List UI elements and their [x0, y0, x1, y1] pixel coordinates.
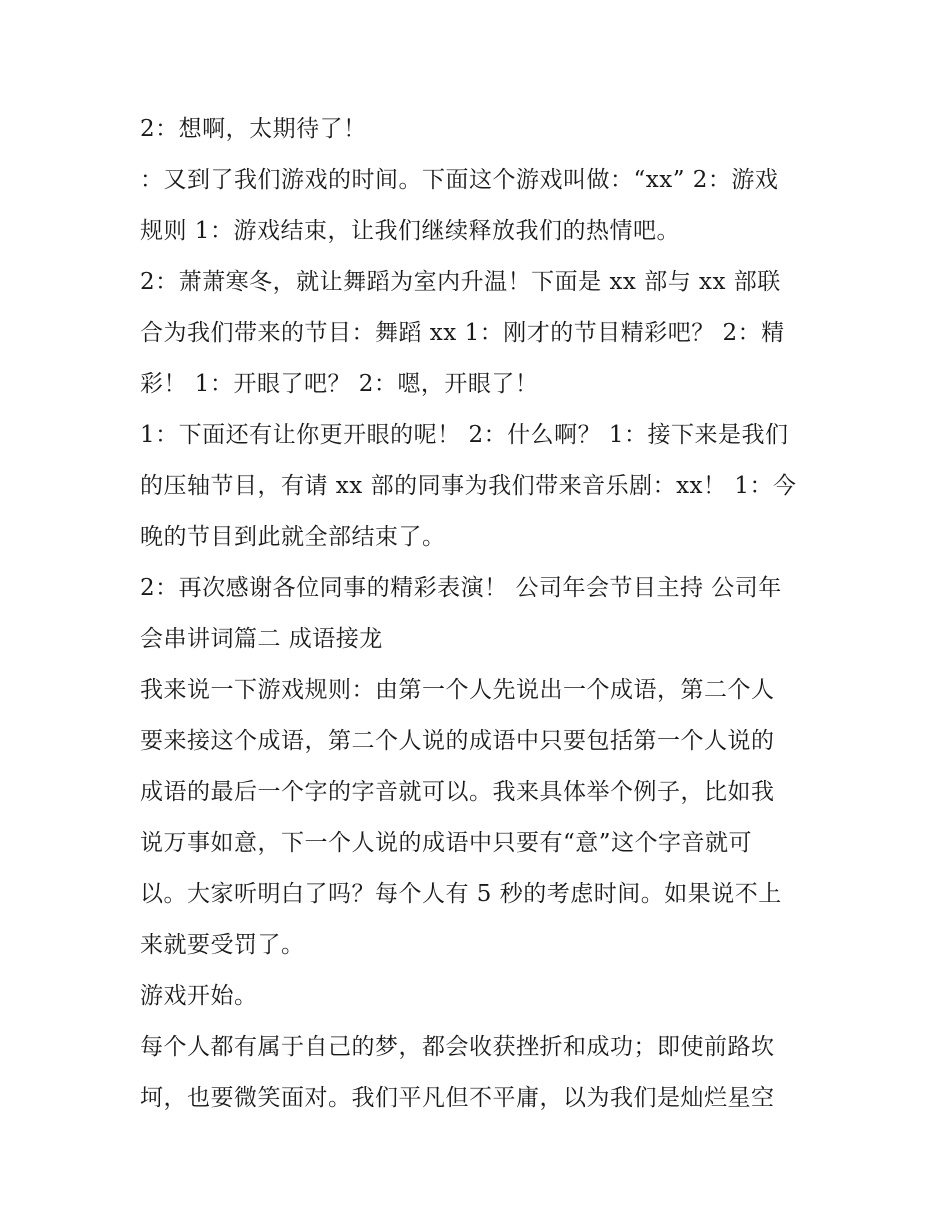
text-line-18: 游戏开始。 — [140, 983, 258, 1009]
text-line-7: 1：下面还有让你更开眼的呢！ 2：什么啊？ 1：接下来是我们 — [140, 422, 789, 448]
text-line-9: 晚的节目到此就全部结束了。 — [140, 524, 446, 550]
text-line-2: ：又到了我们游戏的时间。下面这个游戏叫做：“xx” 2：游戏 — [140, 167, 779, 193]
text-line-19: 每个人都有属于自己的梦，都会收获挫折和成功；即使前路坎 — [140, 1034, 775, 1060]
text-line-13: 要来接这个成语，第二个人说的成语中只要包括第一个人说的 — [140, 728, 775, 754]
document-body — [140, 104, 820, 1124]
text-line-10: 2：再次感谢各位同事的精彩表演！ 公司年会节目主持 公司年 — [140, 575, 782, 601]
text-line-6: 彩！ 1：开眼了吧？ 2：嗯，开眼了！ — [140, 371, 539, 397]
text-line-4: 2：萧萧寒冬，就让舞蹈为室内升温！下面是 xx 部与 xx 部联 — [140, 269, 781, 295]
text-line-5: 合为我们带来的节目：舞蹈 xx 1：刚才的节目精彩吧？ 2：精 — [140, 320, 785, 346]
text-line-12: 我来说一下游戏规则：由第一个人先说出一个成语，第二个人 — [140, 677, 775, 703]
text-line-15: 说万事如意，下一个人说的成语中只要有“意”这个字音就可 — [140, 830, 753, 856]
text-line-16: 以。大家听明白了吗？每个人有 5 秒的考虑时间。如果说不上 — [140, 881, 782, 907]
text-line-14: 成语的最后一个字的字音就可以。我来具体举个例子，比如我 — [140, 779, 775, 805]
text-line-20: 坷，也要微笑面对。我们平凡但不平庸，以为我们是灿烂星空 — [140, 1085, 775, 1111]
text-line-3: 规则 1：游戏结束，让我们继续释放我们的热情吧。 — [140, 218, 680, 244]
text-line-1: 2：想啊，太期待了！ — [140, 116, 367, 142]
text-line-8: 的压轴节目，有请 xx 部的同事为我们带来音乐剧：xx！ 1：今 — [140, 473, 797, 499]
text-line-11: 会串讲词篇二 成语接龙 — [140, 626, 383, 652]
text-line-17: 来就要受罚了。 — [140, 932, 305, 958]
